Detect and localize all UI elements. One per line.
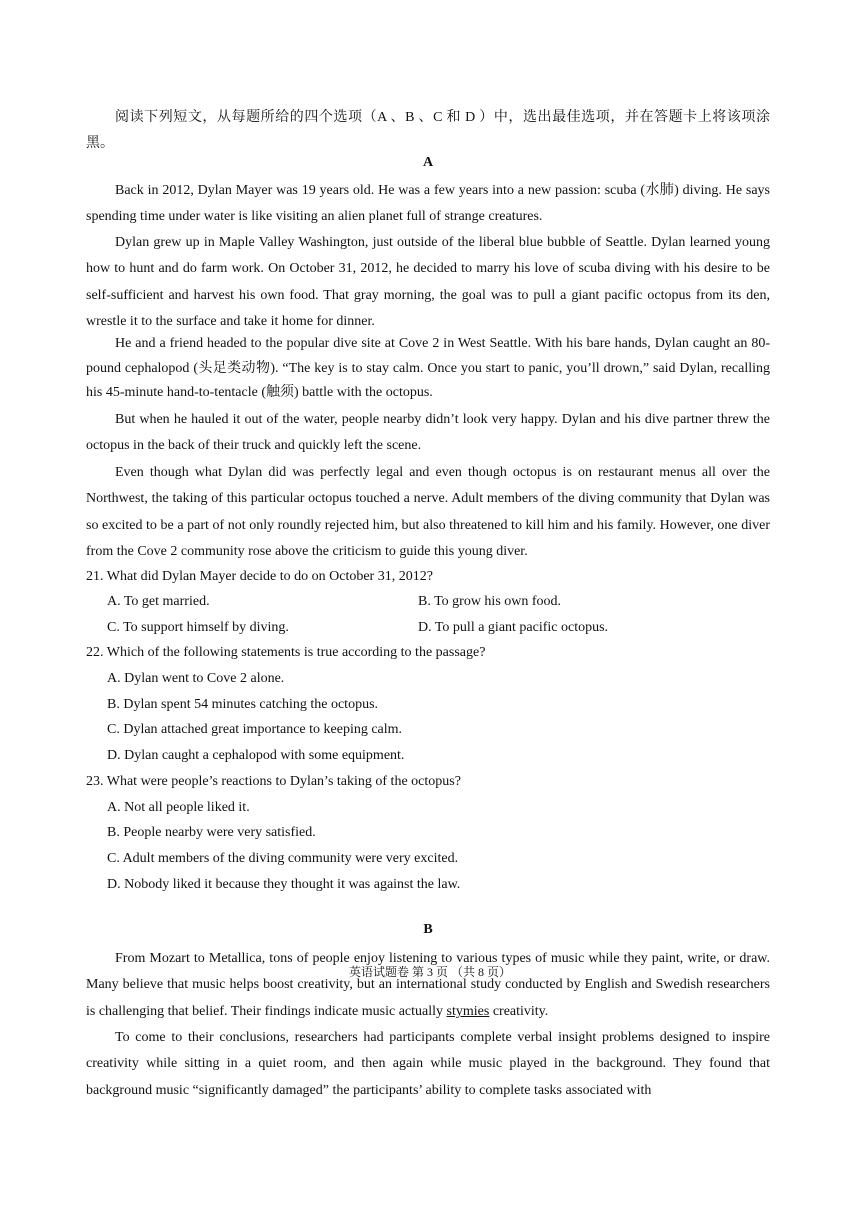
question-23-option-b: B. People nearby were very satisfied. bbox=[107, 825, 316, 840]
paragraph-b2: To come to their conclusions, researchers had participants complete verbal insight problems designed to inspire creativity while sitting in a quiet room, and then again while music played in the background. They found that background music “significantly damaged” the participants’ ability to complete tasks associated with bbox=[86, 1030, 770, 1098]
question-22-option-b: B. Dylan spent 54 minutes catching the octopus. bbox=[107, 697, 379, 712]
page-footer: 英语试题卷 第 3 页 （共 8 页） bbox=[348, 965, 511, 979]
instruction-text: 阅读下列短文，从每题所给的四个选项（A 、B 、C 和 D ）中，选出最佳选项，并在答题卡上将该项涂黑。 bbox=[86, 110, 770, 152]
paragraph-a5: Even though what Dylan did was perfectly legal and even though octopus is on restaurant menus all over the Northwest, the taking of this particular octopus touched a nerve. Adult members of the diving community that Dylan was so excited to be a part of not only roundly rejected him, but also threatened to kill him and his family. However, one diver from the Cove 2 community rose above the criticism to guide this young diver. bbox=[86, 465, 770, 560]
paragraph-b1 bbox=[86, 946, 770, 1025]
section-b-label: B bbox=[423, 922, 433, 937]
question-21-option-c: C. To support himself by diving. bbox=[107, 620, 289, 635]
question-22-option-d: D. Dylan caught a cephalopod with some equipment. bbox=[107, 748, 405, 763]
question-21-option-a: A. To get married. bbox=[107, 594, 210, 609]
question-23-option-c: C. Adult members of the diving community were very excited. bbox=[107, 851, 459, 866]
paragraph-a2: Dylan grew up in Maple Valley Washington, just outside of the liberal blue bubble of Seattle. Dylan learned young how to hunt and do farm work. On October 31, 2012, he decided to marry his love of scuba diving with his desire to be self-sufficient and harvest his own food. That gray morning, the goal was to pull a giant pacific octopus from its den, wrestle it to the surface and take it home for dinner. bbox=[86, 235, 770, 330]
question-21-option-d: D. To pull a giant pacific octopus. bbox=[418, 620, 609, 635]
paragraph-a4: But when he hauled it out of the water, people nearby didn’t look very happy. Dylan and his dive partner threw the octopus in the back of their truck and quickly left the scene. bbox=[86, 412, 770, 454]
question-23-stem: 23. What were people’s reactions to Dylan’s taking of the octopus? bbox=[86, 774, 461, 789]
section-a-label: A bbox=[422, 155, 434, 170]
question-23-option-a: A. Not all people liked it. bbox=[107, 800, 250, 815]
question-22-stem: 22. Which of the following statements is true according to the passage? bbox=[86, 645, 486, 660]
paragraph-a1: Back in 2012, Dylan Mayer was 19 years old. He was a few years into a new passion: scuba (水肺) diving. He says spending time under water is like visiting an alien planet full of strange creatures. bbox=[86, 183, 770, 225]
paragraph-b1-text: From Mozart to Metallica, tons of people enjoy listening to various types of music while they paint, write, or draw. Many believe that music helps boost creativity, but an international study conducted by English and Swedish researchers is challenging that belief. Their findings indicate music actually bbox=[86, 951, 770, 1019]
underlined-word: stymies bbox=[446, 1003, 490, 1019]
paragraph-a3: He and a friend headed to the popular dive site at Cove 2 in West Seattle. With his bare hands, Dylan caught an 80-pound cephalopod (头足类动物). “The key is to stay calm. Once you start to panic, you’ll drown,” said Dylan, recalling his 45-minute hand-to-tentacle (触须) battle with the octopus. bbox=[86, 336, 770, 400]
paragraph-b1-end: creativity. bbox=[489, 1003, 549, 1019]
question-22-option-a: A. Dylan went to Cove 2 alone. bbox=[107, 671, 285, 686]
question-21-option-b: B. To grow his own food. bbox=[418, 594, 562, 609]
question-21-stem: 21. What did Dylan Mayer decide to do on October 31, 2012? bbox=[86, 569, 433, 584]
question-23-option-d: D. Nobody liked it because they thought it was against the law. bbox=[107, 877, 461, 892]
question-22-option-c: C. Dylan attached great importance to keeping calm. bbox=[107, 722, 403, 737]
